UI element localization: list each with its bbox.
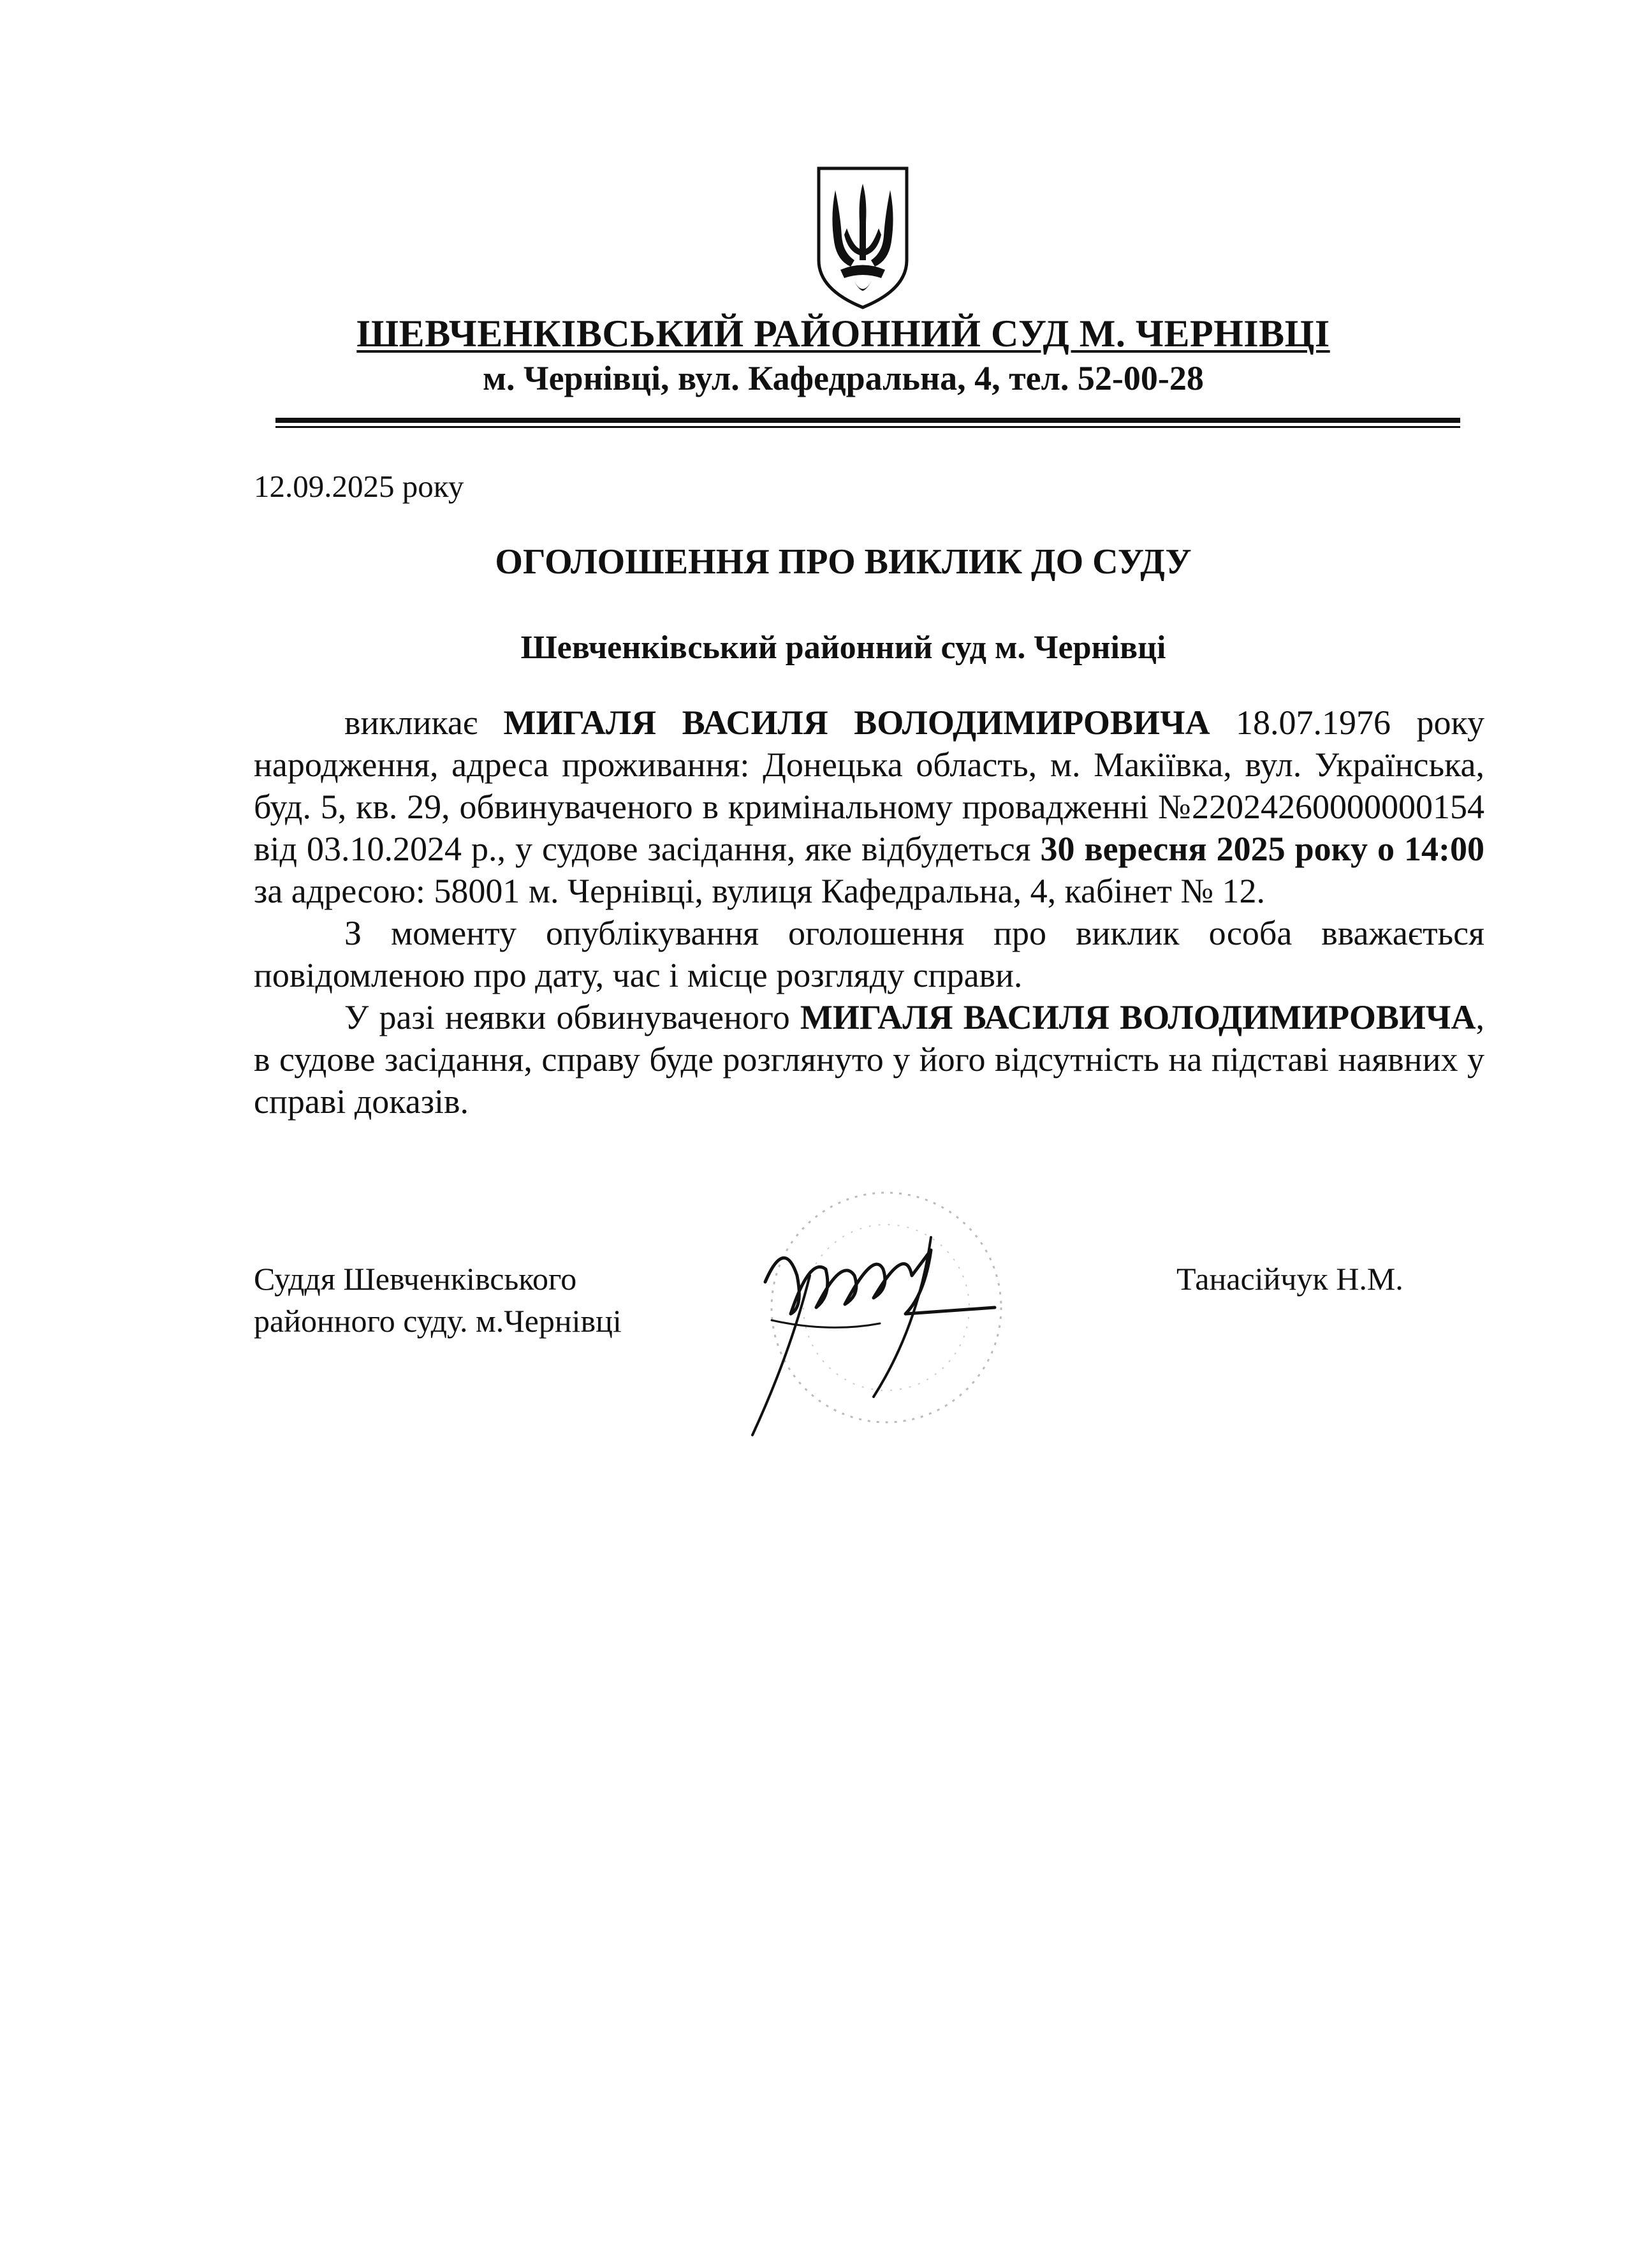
absence-intro: У разі неявки обвинуваченого — [344, 998, 800, 1036]
judge-position-line2: районного суду. м.Чернівці — [254, 1303, 622, 1339]
court-name-heading: ШЕВЧЕНКІВСЬКИЙ РАЙОННИЙ СУД М. ЧЕРНІВЦІ — [356, 313, 1330, 355]
document-title: ОГОЛОШЕННЯ ПРО ВИКЛИК ДО СУДУ — [495, 542, 1192, 582]
header-divider-thin — [275, 426, 1460, 428]
court-address: м. Чернівці, вул. Кафедральна, 4, тел. 52-00-28 — [483, 359, 1204, 397]
document-date: 12.09.2025 року — [254, 469, 464, 504]
notice-paragraph: З моменту опублікування оголошення про виклик особа вважається повідомленою про дату, час і місце розгляду справи. — [254, 914, 1484, 994]
judge-name: Танасійчук Н.М. — [1176, 1261, 1403, 1297]
defendant-name-repeat: МИГАЛЯ ВАСИЛЯ ВОЛОДИМИРОВИЧА — [800, 998, 1476, 1036]
hearing-datetime: 30 вересня 2025 року о 14:00 — [1040, 830, 1484, 868]
defendant-details: 18.07.1976 року народження, адреса проживання: Донецька область, м. Макіївка, вул. Українська, буд. 5, кв. 29, обвинуваченого в кримінальному провадженні №22024260000000154 від 03.10.2024 р., у судове засідання, яке відбудеться — [254, 703, 1484, 868]
judge-position-line1: Суддя Шевченківського — [254, 1261, 577, 1297]
handwritten-signature — [714, 1186, 1046, 1454]
hearing-address: за адресою: 58001 м. Чернівці, вулиця Кафедральна, 4, кабінет № 12. — [254, 872, 1265, 910]
absence-consequence: , в судове засідання, справу буде розглянуто у його відсутність на підставі наявних у справі доказів. — [254, 998, 1484, 1121]
defendant-name: МИГАЛЯ ВАСИЛЯ ВОЛОДИМИРОВИЧА — [503, 703, 1210, 742]
summons-intro: викликає — [344, 703, 504, 742]
judge-position — [254, 1258, 622, 1342]
document-body — [254, 702, 1484, 1123]
document-subtitle: Шевченківський районний суд м. Чернівці — [520, 630, 1166, 666]
coat-of-arms-icon — [815, 165, 911, 311]
summons-paragraph — [254, 702, 1484, 912]
header-divider-thick — [275, 418, 1460, 423]
absence-paragraph — [254, 996, 1484, 1123]
